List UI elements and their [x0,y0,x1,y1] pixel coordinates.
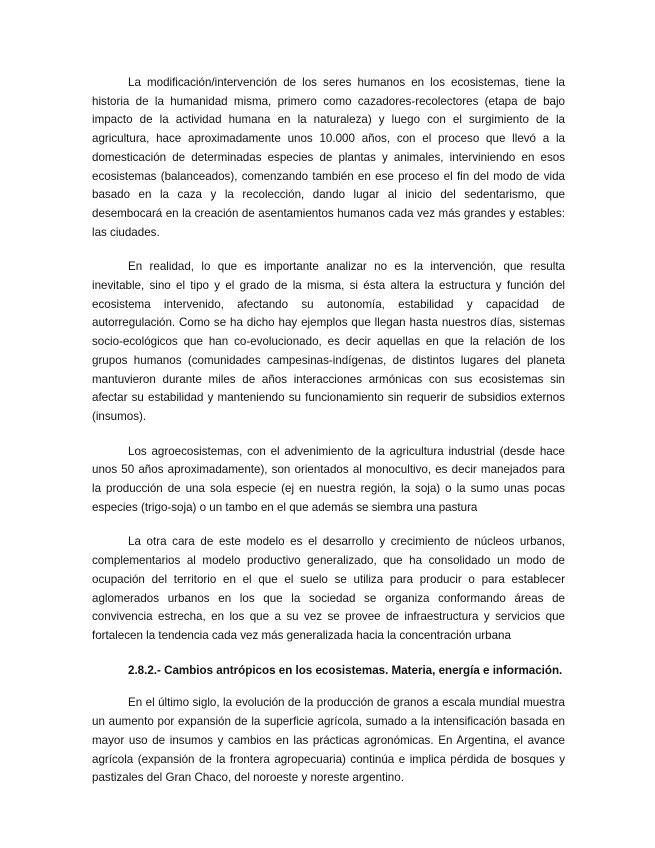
paragraph-2: En realidad, lo que es importante analizar no es la intervención, que resulta inevitable, sino el tipo y el grado de la misma, si ésta altera la estructura y función del ecosistema intervenido, afectando su autonomía, estabilidad y capacidad de autorregulación. Como se ha dicho hay ejemplos que llegan hasta nuestros días, sistemas socio-ecológicos que han co-evolucionado, es decir aquellas en que la relación de los grupos humanos (comunidades campesinas-indígenas, de distintos lugares del planeta mantuvieron durante miles de años interacciones armónicas con sus ecosistemas sin afectar su estabilidad y manteniendo su funcionamiento sin requerir de subsidios externos (insumos). [92,260,565,423]
document-body [92,74,565,804]
paragraph-5: En el último siglo, la evolución de la producción de granos a escala mundial muestra un aumento por expansión de la superficie agrícola, sumado a la intensificación basada en mayor uso de insumos y cambios en las prácticas agronómicas. En Argentina, el avance agrícola (expansión de la frontera agropecuaria) continúa e implica pérdida de bosques y pastizales del Gran Chaco, del noroeste y noreste argentino. [92,696,565,785]
paragraph-1: La modificación/intervención de los seres humanos en los ecosistemas, tiene la historia de la humanidad misma, primero como cazadores-recolectores (etapa de bajo impacto de la actividad humana en la naturaleza) y luego con el surgimiento de la agricultura, hace aproximadamente unos 10.000 años, con el proceso que llevó a la domesticación de determinadas especies de plantas y animales, interviniendo en esos ecosistemas (balanceados), comenzando también en ese proceso el fin del modo de vida basado en la caza y la recolección, dando lugar al inicio del sedentarismo, que desembocará en la creación de asentamientos humanos cada vez más grandes y estables: las ciudades. [92,76,565,239]
paragraph-3: Los agroecosistemas, con el advenimiento de la agricultura industrial (desde hace unos 50 años aproximadamente), son orientados al monocultivo, es decir manejados para la producción de una sola especie (ej en nuestra región, la soja) o la sumo unas pocas especies (trigo-soja) o un tambo en el que además se siembra una pastura [92,444,565,514]
section-heading: 2.8.2.- Cambios antrópicos en los ecosistemas. Materia, energía e información. [128,663,563,677]
paragraph-4: La otra cara de este modelo es el desarrollo y crecimiento de núcleos urbanos, complementarios al modelo productivo generalizado, que ha consolidado un modo de ocupación del territorio en el que el suelo se utiliza para producir o para establecer aglomerados urbanos en los que la sociedad se organiza conformando áreas de convivencia estrecha, en los que a su vez se provee de infraestructura y servicios que fortalecen la tendencia cada vez más generalizada hacia la concentración urbana [92,535,565,642]
